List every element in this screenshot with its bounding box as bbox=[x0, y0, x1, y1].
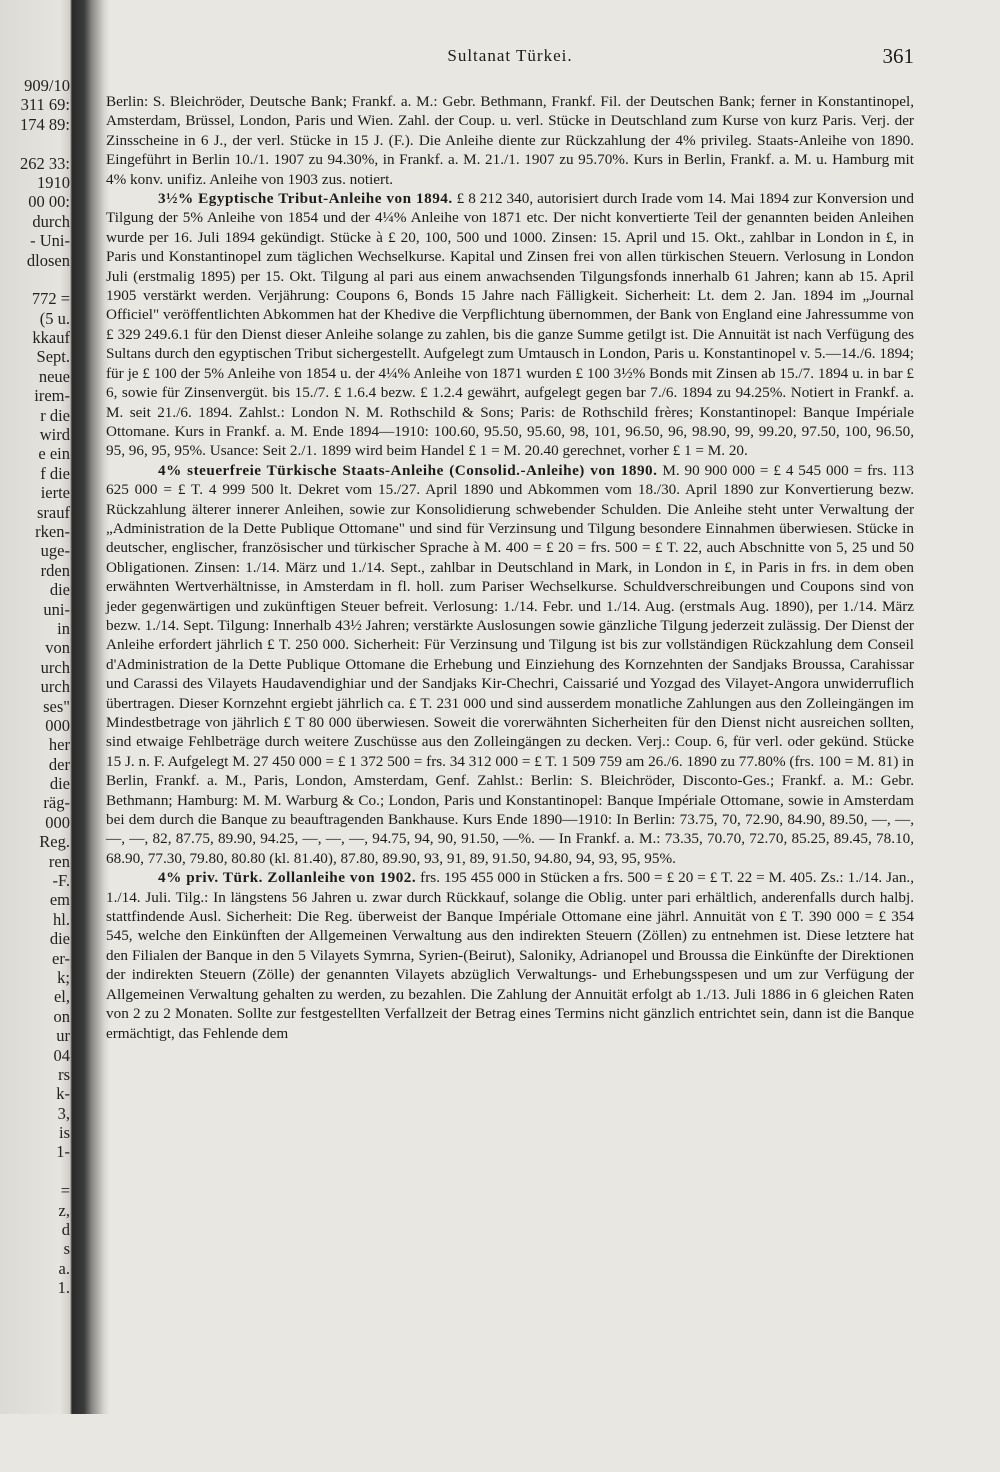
paragraph-text: Berlin: S. Bleichröder, Deutsche Bank; Frankf. a. M.: Gebr. Bethmann, Frankf. Fil. der Deutschen Bank; ferner in Konstantinopel, Amsterdam, Brüssel, London, Paris und Wien. Zahl. der Coup. u. verl. Stücke in Deutschland zum Kurse von kurz Paris. Verj. der Zinsscheine in 6 J., der verl. Stücke in 15 J. (F.). Die Anleihe diente zur Rückzahlung der 4% privileg. Staats-Anleihe von 1890. Eingeführt in Berlin 10./1. 1907 zu 94.30%, in Frankf. a. M. 21./1. 1907 zu 95.70%. Kurs in Berlin, Frankf. a. M. u. Hamburg mit 4% konv. unifiz. Anleihe von 1903 zus. notiert. bbox=[106, 93, 914, 188]
margin-fragment: hl. bbox=[53, 909, 70, 929]
margin-fragment: ren bbox=[48, 851, 70, 871]
entry-staats-anleihe-1890 bbox=[106, 461, 914, 869]
margin-fragment: der bbox=[48, 754, 70, 774]
paragraph-text: frs. 195 455 000 in Stücken a frs. 500 = £ 20 = £ T. 22 = M. 405. Zs.: 1./14. Jan., 1./14. Juli. Tilg.: In längstens 56 Jahren u. zwar durch Rückkauf, solange die Oblig. unter pari erhältlich, anderenfalls durch halbj. stattfindende Ausl. Sicherheit: Die Reg. überweist der Banque Impériale Ottomane eine jährl. Annuität von £ T. 390 000 = £ 354 545, welche den Einkünften der Allgemeinen Verwaltung aus den indirekten Steuern (Zöllen) zu entnehmen ist. Diese letztere hat den Filialen der Banque in den 5 Vilayets Symrna, Syrien-(Beirut), Saloniky, Adrianopel und Broussa die Einkünfte der Direktionen der indirekten Steuern (Zölle) der genannten Vilayets abzüglich Verwaltungs- und Erhebungsspesen und um zur Verfügung der Allgemeinen Verwaltung gehalten zu werden, zu bezahlen. Die Zahlung der Annuität erfolgt ab 1./13. Juli 1886 in 6 gleichen Raten von 2 zu 2 Monaten. Sollte zur festgestellten Verfallzeit der Betrag eines Termins nicht gänzlich entrichtet sein, dann ist die Banque ermächtigt, das Fehlende dem bbox=[106, 869, 915, 1042]
margin-fragment: ses" bbox=[43, 696, 70, 716]
margin-fragment: f die bbox=[40, 463, 70, 483]
running-head bbox=[106, 46, 914, 74]
margin-fragment: 262 33: bbox=[20, 153, 70, 173]
margin-fragment: von bbox=[45, 638, 70, 658]
margin-fragment: her bbox=[48, 735, 70, 755]
margin-fragment: el, bbox=[53, 987, 70, 1007]
margin-fragment: s bbox=[63, 1239, 70, 1259]
margin-fragment: die bbox=[49, 580, 70, 600]
margin-fragment: em bbox=[49, 890, 70, 910]
margin-fragment: 000 bbox=[45, 715, 70, 735]
margin-fragment: 909/10 bbox=[24, 76, 70, 95]
margin-fragment bbox=[0, 134, 70, 153]
margin-fragment: (5 u. bbox=[39, 308, 70, 328]
margin-fragment: on bbox=[53, 1006, 70, 1026]
margin-fragment bbox=[0, 1433, 70, 1452]
page-body bbox=[106, 92, 914, 1043]
margin-fragment: srauf bbox=[37, 502, 70, 522]
margin-fragment: - Uni- bbox=[30, 231, 70, 251]
entry-heading: 4% steuerfreie Türkische Staats-Anleihe (Consolid.-Anleihe) von 1890. bbox=[158, 461, 658, 479]
margin-fragment: = bbox=[60, 1181, 70, 1201]
margin-fragment: 00 00: bbox=[28, 192, 70, 212]
margin-fragment: er- bbox=[52, 948, 70, 968]
margin-fragment: urch bbox=[40, 657, 70, 677]
margin-fragment: uni- bbox=[43, 599, 70, 619]
paragraph-text: £ 8 212 340, autorisiert durch Irade vom 14. Mai 1894 zur Konversion und Tilgung der 5% Anleihe von 1854 und der 4¼% Anleihe von 1871 etc. Der nicht konvertierte Teil der genannten beiden Anleihen wurde per 16. Juli 1894 gekündigt. Stücke à £ 20, 100, 500 und 1000. Zinsen: 15. April und 15. Okt., zahlbar in London in £, in Paris und Konstantinopel zum täglichen Wechselkurse. Kapital und Zinsen frei von allen türkischen Steuern. Verlosung in London Juli (erstmalig 1895) per 15. Okt. Tilgung al pari aus einem anwachsenden Tilgungsfonds innerhalb 61 Jahren; kann ab 15. April 1905 verstärkt werden. Verjährung: Coupons 6, Bonds 15 Jahre nach Fälligkeit. Sicherheit: Lt. dem 2. Jan. 1894 im „Journal Officiel" veröffentlichten Abkommen hat der Khedive die Verpflichtung übernommen, der Bank von England eine Jahressumme von £ 329 249.6.1 für den Dienst dieser Anleihe solange zu zahlen, bis die ganze Summe getilgt ist. Die Annuität ist nach Verfügung des Sultans durch den egyptischen Tribut sichergestellt. Aufgelegt zum Umtausch in London, Paris u. Konstantinopel v. 5.—14./6. 1894; für je £ 100 der 5% Anleihe von 1854 u. der 4¼% Anleihe von 1871 wurden £ 100 3½% Bonds mit Zinsen ab 15./7. 1894 u. in bar £ 6, sowie für Zinsenvergüt. bis 15./7. £ 1.6.4 bezw. £ 1.2.4 gewährt, aufgelegt gegen bar 7./6. 1894 zu 94.25%. Notiert in Frankf. a. M. seit 21./6. 1894. Zahlst.: London N. M. Rothschild & Sons; Paris: de Rothschild frères; Konstantinopel: Banque Impériale Ottomane. Kurs in Frankf. a. M. Ende 1894—1910: 100.60, 95.50, 95.60, 98, 101, 96.50, 96, 98.90, 99, 99.20, 97.50, 100, 96.50, 95, 96, 95, 95%. Usance: Seit 2./1. 1899 wird beim Handel £ 1 = M. 20.40 gerechnet, vorher £ 1 = M. 20. bbox=[106, 190, 914, 460]
margin-fragment: z, bbox=[58, 1200, 70, 1220]
margin-fragment: in bbox=[57, 618, 70, 638]
margin-fragment: rden bbox=[40, 560, 70, 580]
margin-fragment: 04 bbox=[53, 1045, 70, 1065]
margin-fragment: k; bbox=[57, 967, 70, 987]
margin-fragment: 1910 bbox=[37, 172, 70, 192]
margin-fragment: durch bbox=[32, 211, 70, 231]
margin-fragment: Sept. bbox=[36, 347, 70, 367]
margin-fragment: ur bbox=[56, 1026, 70, 1046]
margin-fragment: rken- bbox=[35, 521, 70, 541]
margin-fragment: k- bbox=[56, 1084, 70, 1104]
margin-fragment bbox=[0, 1375, 70, 1394]
margin-fragment: r die bbox=[40, 405, 70, 425]
margin-fragment: 000 bbox=[45, 812, 70, 832]
margin-fragment: a. bbox=[58, 1258, 70, 1278]
margin-fragment bbox=[0, 1414, 70, 1433]
entry-egyptische-tribut-anleihe bbox=[106, 189, 914, 461]
margin-fragment: is bbox=[58, 1123, 70, 1143]
margin-fragment bbox=[0, 1453, 70, 1472]
margin-fragment: -F. bbox=[52, 871, 70, 891]
margin-fragment: neue bbox=[38, 366, 70, 386]
margin-fragment bbox=[0, 1395, 70, 1414]
margin-fragment: 1. bbox=[57, 1278, 70, 1298]
margin-fragment: 772 = bbox=[31, 289, 70, 309]
margin-fragment: ierte bbox=[40, 483, 70, 503]
paragraph-continuation bbox=[106, 92, 914, 189]
margin-fragment bbox=[0, 270, 70, 289]
entry-zollanleihe-1902 bbox=[106, 868, 914, 1043]
margin-fragment: 1- bbox=[56, 1142, 70, 1162]
margin-fragment: urch bbox=[40, 677, 70, 697]
margin-fragment: d bbox=[61, 1220, 70, 1240]
margin-fragment bbox=[0, 1356, 70, 1375]
page-number: 361 bbox=[882, 44, 914, 68]
margin-fragment bbox=[0, 1317, 70, 1336]
margin-fragment: rs bbox=[58, 1064, 70, 1084]
margin-fragment: wird bbox=[39, 425, 70, 445]
margin-fragment: irem- bbox=[34, 386, 70, 406]
margin-fragment: kkauf bbox=[32, 328, 70, 348]
margin-fragment bbox=[0, 1336, 70, 1355]
margin-fragment: räg- bbox=[43, 793, 70, 813]
entry-heading: 4% priv. Türk. Zollanleihe von 1902. bbox=[158, 869, 417, 887]
entry-heading: 3½% Egyptische Tribut-Anleihe von 1894. bbox=[158, 190, 453, 208]
margin-fragment: dlosen bbox=[26, 250, 70, 270]
margin-fragment: 3, bbox=[57, 1103, 70, 1123]
paragraph-text: M. 90 900 000 = £ 4 545 000 = frs. 113 625 000 = £ T. 4 999 500 lt. Dekret vom 15./27. April 1890 und Abkommen vom 18./30. April 1890 zur Konvertierung bezw. Rückzahlung älterer innerer Anleihen, sowie zur Konsolidierung schwebender Schulden. Die Anleihe steht unter Verwaltung der „Administration de la Dette Publique Ottomane" und sind für Verzinsung und Tilgung besondere Einnahmen überwiesen. Stücke in deutscher, englischer, französischer und türkischer Sprache à M. 400 = £ 20 = frs. 500 = £ T. 22, auch Abschnitte von 5, 25 und 50 Obligationen. Zinsen: 1./14. März und 1./14. Sept., zahlbar in Deutschland in Mark, in London in £, in Paris in frs. in dem oben erwähnten Wertverhältnisse, in Amsterdam in fl. holl. zum Pariser Wechselkurse. Schuldverschreibungen und Coupons sind von jeder gegenwärtigen und zukünftigen Steuer befreit. Verlosung: 1./14. Febr. und 1./14. Aug. (erstmals Aug. 1890), per 1./14. März bezw. 1./14. Sept. Tilgung: Innerhalb 43½ Jahren; verstärkte Auslosungen sowie gänzliche Tilgung jederzeit zulässig. Der Dienst der Anleihe erfordert jährlich £ T. 250 000. Sicherheit: Für Verzinsung und Tilgung ist bis zur vollständigen Rückzahlung dem Conseil d'Administration de la Dette Publique Ottomane die Erhebung und Einziehung des Kornzehnten der Sandjaks Broussa, Carahissar und Carassi des Vilayets Haudavendighiar und der Sandjaks Kir-Chechri, Caissarié und Yozgad des Vilayet-Angora unwiderruflich übertragen. Dieser Kornzehnt ergiebt jährlich ca. £ T. 231 000 und sind ausserdem monatliche Zahlungen aus den Zolleingängen im Mindestbetrage von jährlich £ T 80 000 überwiesen. Soweit die vorerwähnten Sicherheiten für den Dienst nicht ausreichen sollten, sind etwaige Fehlbeträge durch weitere Zuschüsse aus den Zolleingängen zu decken. Verj.: Coup. 6, für verl. oder gekünd. Stücke 15 J. n. F. Aufgelegt M. 27 450 000 = £ 1 372 500 = frs. 34 312 000 = £ T. 1 509 759 am 26./6. 1890 zu 77.80% (frs. 100 = M. 81) in Berlin, Frankf. a. M., Paris, London, Amsterdam, Genf. Zahlst.: Berlin: S. Bleichröder, Disconto-Ges.; Frankf. a. M.: Gebr. Bethmann; Hamburg: M. M. Warburg & Co.; London, Paris und Konstantinopel: Banque Impériale Ottomane, sowie in Amsterdam bei dem durch die Banque zu beauftragenden Bankhause. Kurs Ende 1890—1910: In Berlin: 73.75, 70, 72.90, 84.90, 89.50, —, —, —, —, 82, 87.75, 89.90, 94.25, —, —, —, 94.75, 94, 90, 91.50, —%. — In Frankf. a. M.: 73.35, 70.70, 72.70, 85.25, 89.45, 78.10, 68.90, 77.30, 79.80, 80.80 (kl. 81.40), 87.80, 89.90, 93, 91, 89, 91.50, 94.80, 94, 93, 95, 95%. bbox=[106, 461, 914, 867]
margin-fragment: 311 69: bbox=[20, 95, 70, 115]
margin-fragment: Reg. bbox=[39, 832, 70, 852]
facing-page-margin-fragments bbox=[0, 76, 70, 1472]
margin-fragment: 174 89: bbox=[20, 114, 70, 134]
margin-fragment: e ein bbox=[38, 444, 70, 464]
page-title: Sultanat Türkei. bbox=[447, 46, 573, 65]
margin-fragment: uge- bbox=[40, 541, 70, 561]
margin-fragment bbox=[0, 1298, 70, 1317]
margin-fragment: die bbox=[49, 774, 70, 794]
margin-fragment: die bbox=[49, 929, 70, 949]
margin-fragment bbox=[0, 1162, 70, 1181]
